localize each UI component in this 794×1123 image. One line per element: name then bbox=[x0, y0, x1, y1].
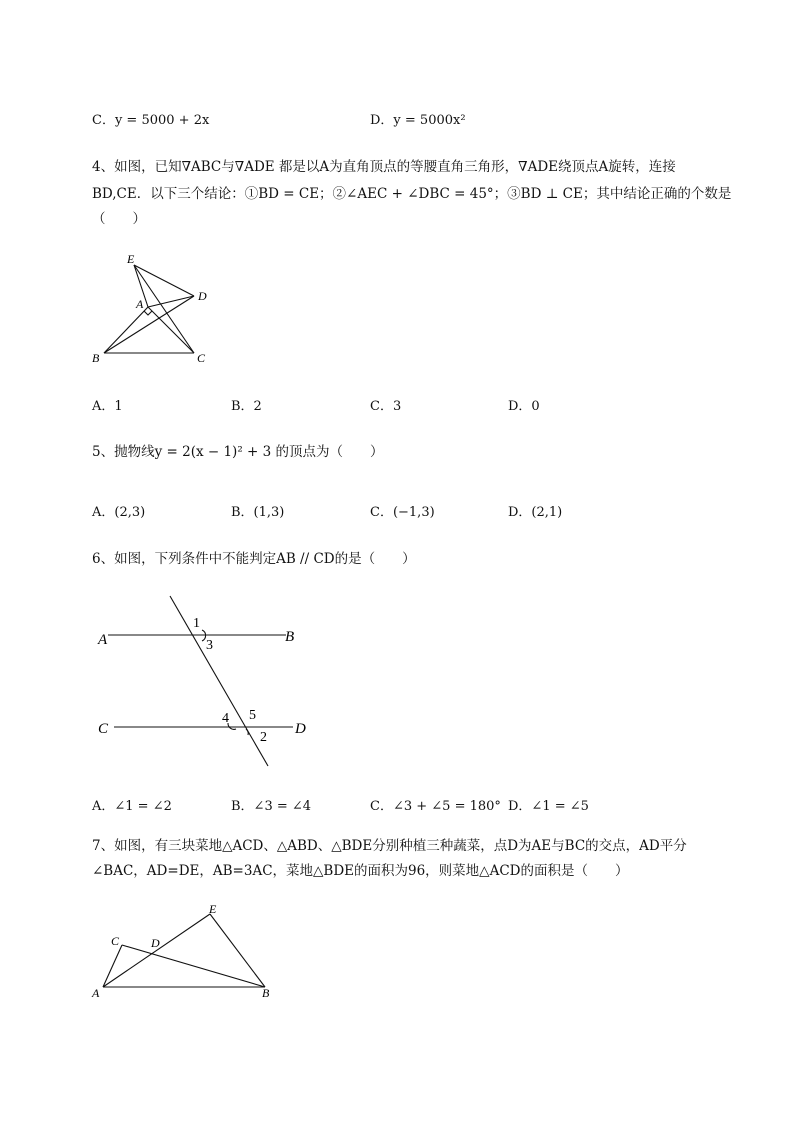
q6-transversal bbox=[170, 596, 268, 766]
q6-option-a: A．∠1 = ∠2 bbox=[92, 799, 172, 814]
q7-segment-eb bbox=[210, 914, 265, 987]
q5-option-d: D．(2,1) bbox=[508, 505, 563, 520]
q7-figure bbox=[88, 902, 288, 1002]
q7-label-e: E bbox=[209, 902, 217, 916]
q4-segment-ac bbox=[148, 307, 194, 353]
q4-segment-bd bbox=[104, 296, 194, 353]
q4-right-angle-mark bbox=[144, 311, 152, 315]
q7-label-c: C bbox=[111, 934, 120, 948]
q5-option-b: B．(1,3) bbox=[231, 505, 285, 520]
q7-label-b: B bbox=[262, 986, 270, 1000]
q3-option-c: C．y = 5000 + 2x bbox=[92, 113, 210, 128]
q4-stem-line2: BD,CE．以下三个结论：①BD = CE；②∠AEC + ∠DBC = 45°；③BD ⊥ CE；其中结论正确的个数是 bbox=[92, 186, 732, 202]
q5-option-a: A．(2,3) bbox=[92, 505, 146, 520]
q6-option-b: B．∠3 = ∠4 bbox=[231, 799, 312, 814]
q4-figure bbox=[88, 250, 228, 370]
q7-stem-line2: ∠BAC，AD=DE，AB=3AC，菜地△BDE的面积为96，则菜地△ACD的面积是（ ） bbox=[92, 863, 629, 879]
q4-label-c: C bbox=[197, 351, 206, 365]
q6-angle-arc-4 bbox=[228, 723, 236, 729]
q6-figure bbox=[90, 590, 320, 775]
q4-label-d: D bbox=[198, 289, 207, 303]
q5-stem: 5、抛物线y = 2(x − 1)² + 3 的顶点为（ ） bbox=[92, 444, 384, 460]
q4-label-b: B bbox=[92, 351, 100, 365]
q4-segment-ad bbox=[148, 296, 194, 307]
q6-option-c: C．∠3 + ∠5 = 180° bbox=[370, 799, 501, 814]
q6-label-b: B bbox=[285, 629, 295, 645]
q7-label-a: A bbox=[92, 986, 100, 1000]
q4-stem-line1: 4、如图，已知∇ABC与∇ADE 都是以A为直角顶点的等腰直角三角形，∇ADE绕顶点A旋转，连接 bbox=[92, 159, 676, 175]
q6-stem: 6、如图，下列条件中不能判定AB // CD的是（ ） bbox=[92, 551, 416, 567]
q6-label-c: C bbox=[98, 721, 109, 737]
q6-angle-label-1: 1 bbox=[193, 616, 200, 631]
q6-label-d: D bbox=[295, 721, 306, 737]
q7-segment-cb bbox=[122, 945, 265, 987]
q3-option-d: D．y = 5000x² bbox=[370, 113, 466, 128]
q4-label-a: A bbox=[136, 297, 144, 311]
q6-angle-label-5: 5 bbox=[249, 708, 256, 723]
q4-option-b: B．2 bbox=[231, 399, 262, 414]
q4-option-a: A．1 bbox=[92, 399, 123, 414]
q6-label-a: A bbox=[98, 632, 108, 648]
q6-option-d: D．∠1 = ∠5 bbox=[508, 799, 589, 814]
q6-angle-label-3: 3 bbox=[206, 638, 213, 653]
q4-label-e: E bbox=[127, 252, 135, 266]
q4-stem-line3: （ ） bbox=[92, 211, 146, 227]
q7-stem-line1: 7、如图，有三块菜地△ACD、△ABD、△BDE分别种植三种蔬菜，点D为AE与BC的交点，AD平分 bbox=[92, 838, 687, 854]
q4-segment-ba bbox=[104, 307, 148, 353]
q6-angle-label-2: 2 bbox=[260, 730, 267, 745]
q6-angle-arc-2 bbox=[246, 729, 248, 735]
q4-option-d: D．0 bbox=[508, 399, 540, 414]
q6-angle-label-4: 4 bbox=[222, 711, 229, 726]
q4-option-c: C．3 bbox=[370, 399, 402, 414]
q7-label-d: D bbox=[151, 936, 160, 950]
q5-option-c: C．(−1,3) bbox=[370, 505, 435, 520]
